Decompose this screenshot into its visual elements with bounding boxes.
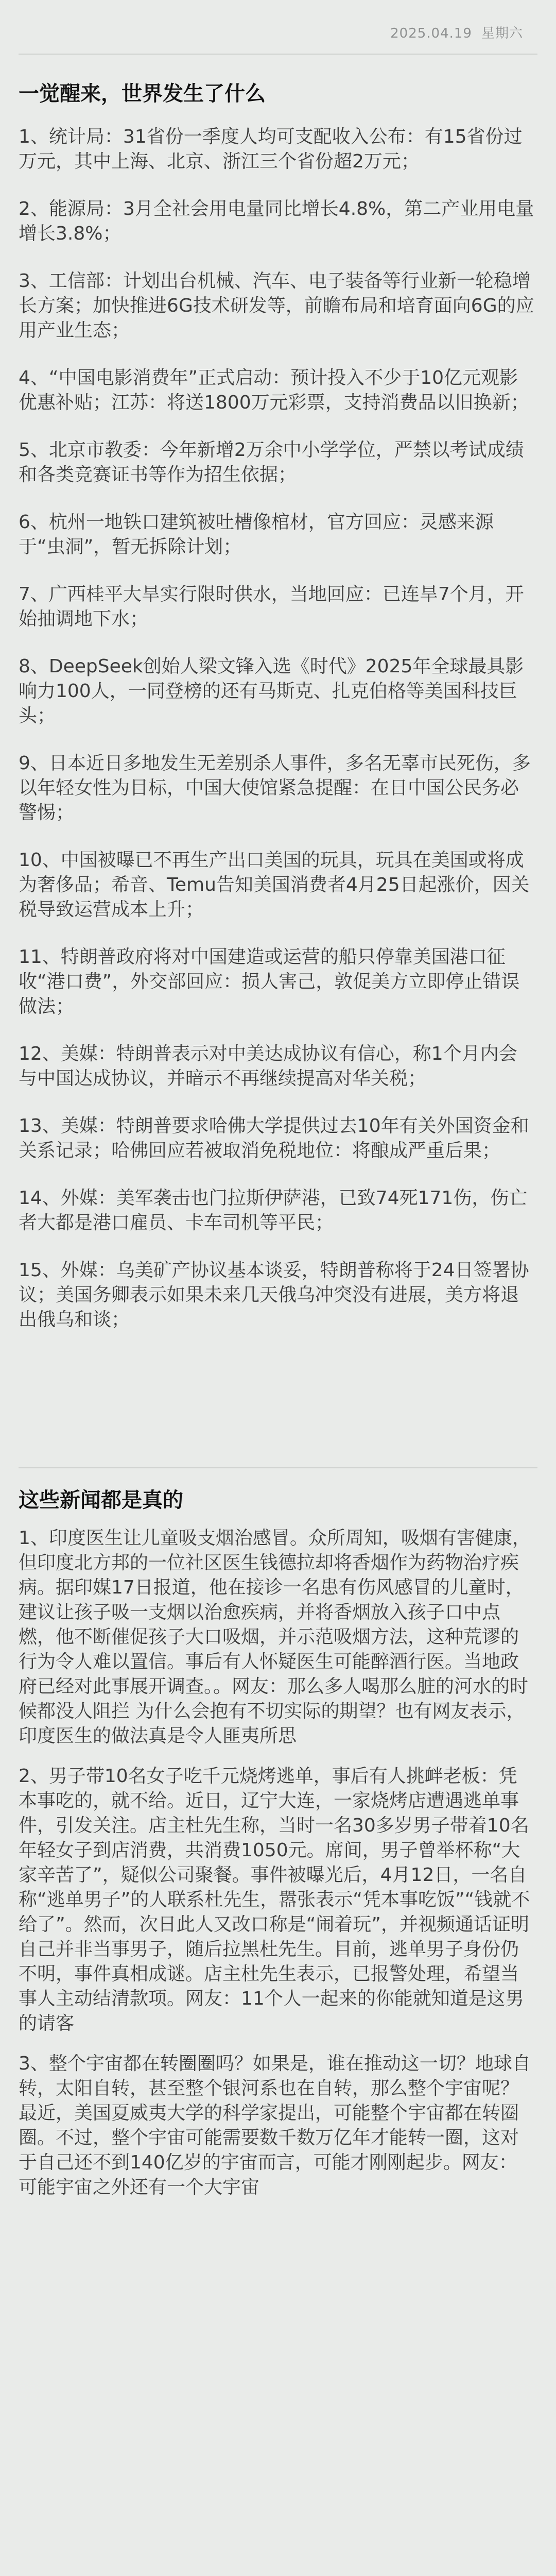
true-news-list [19,1526,535,2215]
true-news-heading: 这些新闻都是真的 [19,1488,183,1512]
weekday-text: 星期六 [481,26,523,41]
list-item: 3、工信部：计划出台机械、汽车、电子装备等行业新一轮稳增长方案；加快推进6G技术研发等，前瞻布局和培育面向6G的应用产业生态； [19,270,534,341]
date-text: 2025.04.19 [390,26,472,41]
list-item: 6、杭州一地铁口建筑被吐槽像棺材，官方回应：灵感来源于“虫洞”，暂无拆除计划； [19,512,494,557]
list-item: 4、“中国电影消费年”正式启动：预计投入不少于10亿元观影优惠补贴；江苏：将送1800万元彩票，支持消费品以旧换新； [19,367,529,413]
list-item: 1、统计局：31省份一季度人均可支配收入公布：有15省份过万元，其中上海、北京、浙江三个省份超2万元； [19,126,523,172]
section-divider [19,1467,537,1468]
list-item: 1、印度医生让儿童吸支烟治感冒。众所周知，吸烟有害健康，但印度北方邦的一位社区医生钱德拉却将香烟作为药物治疗疾病。据印媒17日报道，他在接诊一名患有伤风感冒的儿童时，建议让孩子吸一支烟以治愈疾病，并将香烟放入孩子口中点燃，他不断催促孩子大口吸烟，并示范吸烟方法，这种荒谬的行为令人难以置信。事后有人怀疑医生可能醉酒行医。当地政府已经对此事展开调查。。网友：那么多人喝那么脏的河水的时候都没人阻拦 为什么会抱有不切实际的期望？也有网友表示，印度医生的做法真是令人匪夷所思 [19,1528,531,1747]
list-item: 11、特朗普政府将对中国建造或运营的船只停靠美国港口征收“港口费”，外交部回应：损人害己，敦促美方立即停止错误做法； [19,946,520,1017]
list-item: 2、能源局：3月全社会用电量同比增长4.8%，第二产业用电量增长3.8%； [19,198,534,244]
date-line [390,23,523,42]
list-item: 12、美媒：特朗普表示对中美达成协议有信心，称1个月内会与中国达成协议，并暗示不再继续提高对华关税； [19,1043,517,1089]
list-item: 5、北京市教委：今年新增2万余中小学学位，严禁以考试成绩和各类竞赛证书等作为招生依据； [19,439,524,485]
list-item: 9、日本近日多地发生无差别杀人事件，多名无辜市民死伤，多以年轻女性为目标，中国大使馆紧急提醒：在日中国公民务必警惕； [19,753,531,823]
list-item: 3、整个宇宙都在转圈圈吗？如果是，谁在推动这一切？地球自转，太阳自转，甚至整个银河系也在自转，那么整个宇宙呢？最近，美国夏威夷大学的科学家提出，可能整个宇宙都在转圈圈。不过，整个宇宙可能需要数千数万亿年才能转一圈，这对于自己还不到140亿岁的宇宙而言，可能才刚刚起步。网友：可能宇宙之外还有一个大宇宙 [19,2053,531,2198]
top-divider [19,54,537,55]
world-news-list [19,125,535,1355]
list-item: 13、美媒：特朗普要求哈佛大学提供过去10年有关外国资金和关系记录；哈佛回应若被取消免税地位：将酿成严重后果； [19,1115,529,1161]
list-item: 14、外媒：美军袭击也门拉斯伊萨港，已致74死171伤，伤亡者大都是港口雇员、卡车司机等平民； [19,1188,528,1233]
list-item: 7、广西桂平大旱实行限时供水，当地回应：已连旱7个月，开始抽调地下水； [19,584,524,630]
list-item: 10、中国被曝已不再生产出口美国的玩具，玩具在美国或将成为奢侈品；希音、Temu告知美国消费者4月25日起涨价，因关税导致运营成本上升； [19,850,530,920]
list-item: 8、DeepSeek创始人梁文锋入选《时代》2025年全球最具影响力100人，一同登榜的还有马斯克、扎克伯格等美国科技巨头； [19,656,524,726]
list-item: 2、男子带10名女子吃千元烧烤逃单，事后有人挑衅老板：凭本事吃的，就不给。近日，辽宁大连，一家烧烤店遭遇逃单事件，引发关注。店主杜先生称，当时一名30多岁男子带着10名年轻女子到店消费，共消费1050元。席间，男子曾举杯称“大家辛苦了”，疑似公司聚餐。事件被曝光后，4月12日，一名自称“逃单男子”的人联系杜先生，嚣张表示“凭本事吃饭”“钱就不给了”。然而，次日此人又改口称是“闹着玩”，并视频通话证明自己并非当事男子，随后拉黑杜先生。目前，逃单男子身份仍不明，事件真相成谜。店主杜先生表示，已报警处理，希望当事人主动结清款项。网友：11个人一起来的你能就知道是这男的请客 [19,1766,530,2034]
list-item: 15、外媒：乌美矿产协议基本谈妥，特朗普称将于24日签署协议；美国务卿表示如果未来几天俄乌冲突没有进展，美方将退出俄乌和谈； [19,1260,529,1330]
world-news-heading: 一觉醒来，世界发生了什么 [19,82,266,106]
